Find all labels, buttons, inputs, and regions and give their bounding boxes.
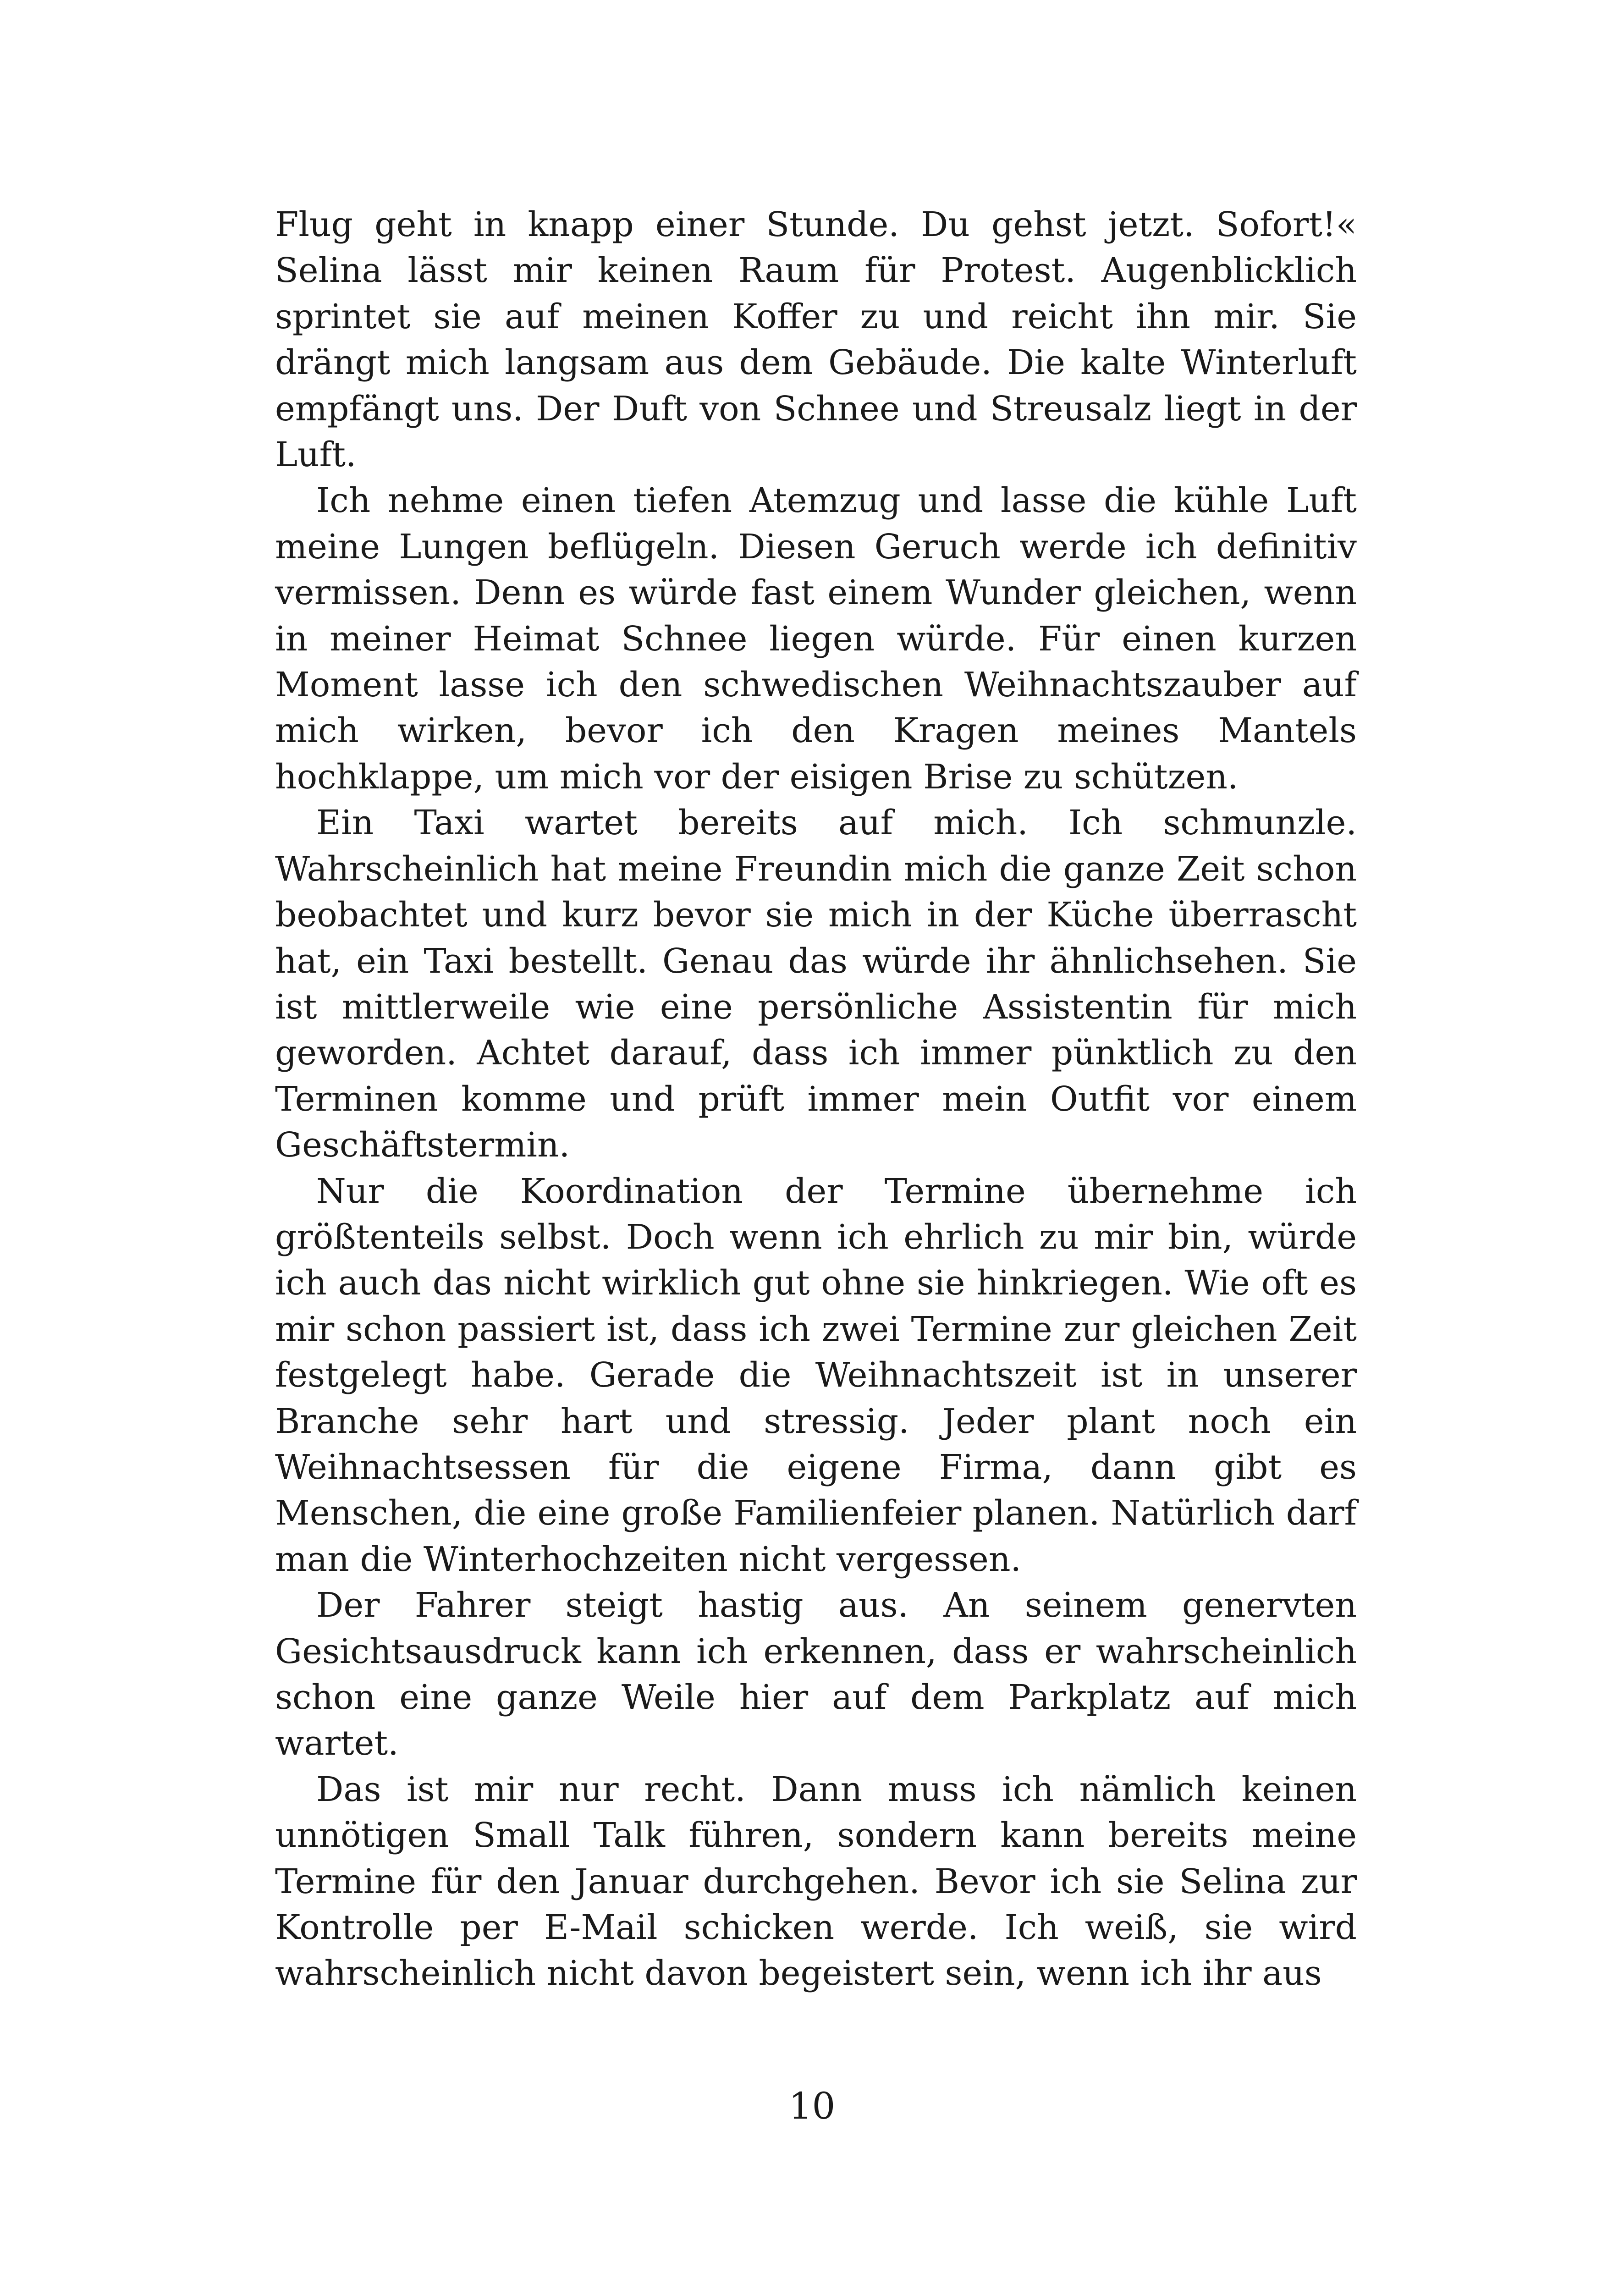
paragraph-6: Das ist mir nur recht. Dann muss ich nämlich keinen unnötigen Small Talk führen, sondern kann bereits meine Termine für den Januar durchgehen. Bevor ich sie Selina zur Kontrolle per E-Mail schicken werde. Ich weiß, sie wird wahrscheinlich nicht davon begeistert sein, wenn ich ihr aus	[275, 1769, 1357, 1993]
paragraph-3: Ein Taxi wartet bereits auf mich. Ich schmunzle. Wahrscheinlich hat meine Freundin mich die ganze Zeit schon beobachtet und kurz bevor sie mich in der Küche überrascht hat, ein Taxi bestellt. Genau das würde ihr ähnlichsehen. Sie ist mittlerweile wie eine persönliche Assistentin für mich geworden. Achtet darauf, dass ich immer pünktlich zu den Terminen komme und prüft immer mein Outfit vor einem Geschäftstermin.	[275, 803, 1357, 1165]
page-number: 10	[788, 2085, 836, 2127]
body-text	[275, 202, 1357, 1997]
paragraph-2: Ich nehme einen tiefen Atemzug und lasse die kühle Luft meine Lungen beflügeln. Diesen Geruch werde ich definitiv vermissen. Denn es würde fast einem Wunder gleichen, wenn in meiner Heimat Schnee liegen würde. Für einen kurzen Moment lasse ich den schwedischen Weihnachtszauber auf mich wirken, bevor ich den Kragen meines Mantels hochklappe, um mich vor der eisigen Brise zu schützen.	[275, 481, 1357, 797]
paragraph-5: Der Fahrer steigt hastig aus. An seinem genervten Gesichtsausdruck kann ich erkennen, dass er wahrscheinlich schon eine ganze Weile hier auf dem Parkplatz auf mich wartet.	[275, 1586, 1357, 1763]
paragraph-1: Flug geht in knapp einer Stunde. Du gehst jetzt. Sofort!« Selina lässt mir keinen Raum für Protest. Augenblicklich sprintet sie auf meinen Koffer zu und reicht ihn mir. Sie drängt mich langsam aus dem Gebäude. Die kalte Winterluft empfängt uns. Der Duft von Schnee und Streusalz liegt in der Luft.	[275, 205, 1357, 475]
paragraph-4: Nur die Koordination der Termine übernehme ich größtenteils selbst. Doch wenn ich ehrlich zu mir bin, würde ich auch das nicht wirklich gut ohne sie hinkriegen. Wie oft es mir schon passiert ist, dass ich zwei Termine zur gleichen Zeit festgelegt habe. Gerade die Weihnachtszeit ist in unserer Branche sehr hart und stressig. Jeder plant noch ein Weihnachtsessen für die eigene Firma, dann gibt es Menschen, die eine große Familienfeier planen. Natürlich darf man die Winterhochzeiten nicht vergessen.	[275, 1171, 1357, 1579]
